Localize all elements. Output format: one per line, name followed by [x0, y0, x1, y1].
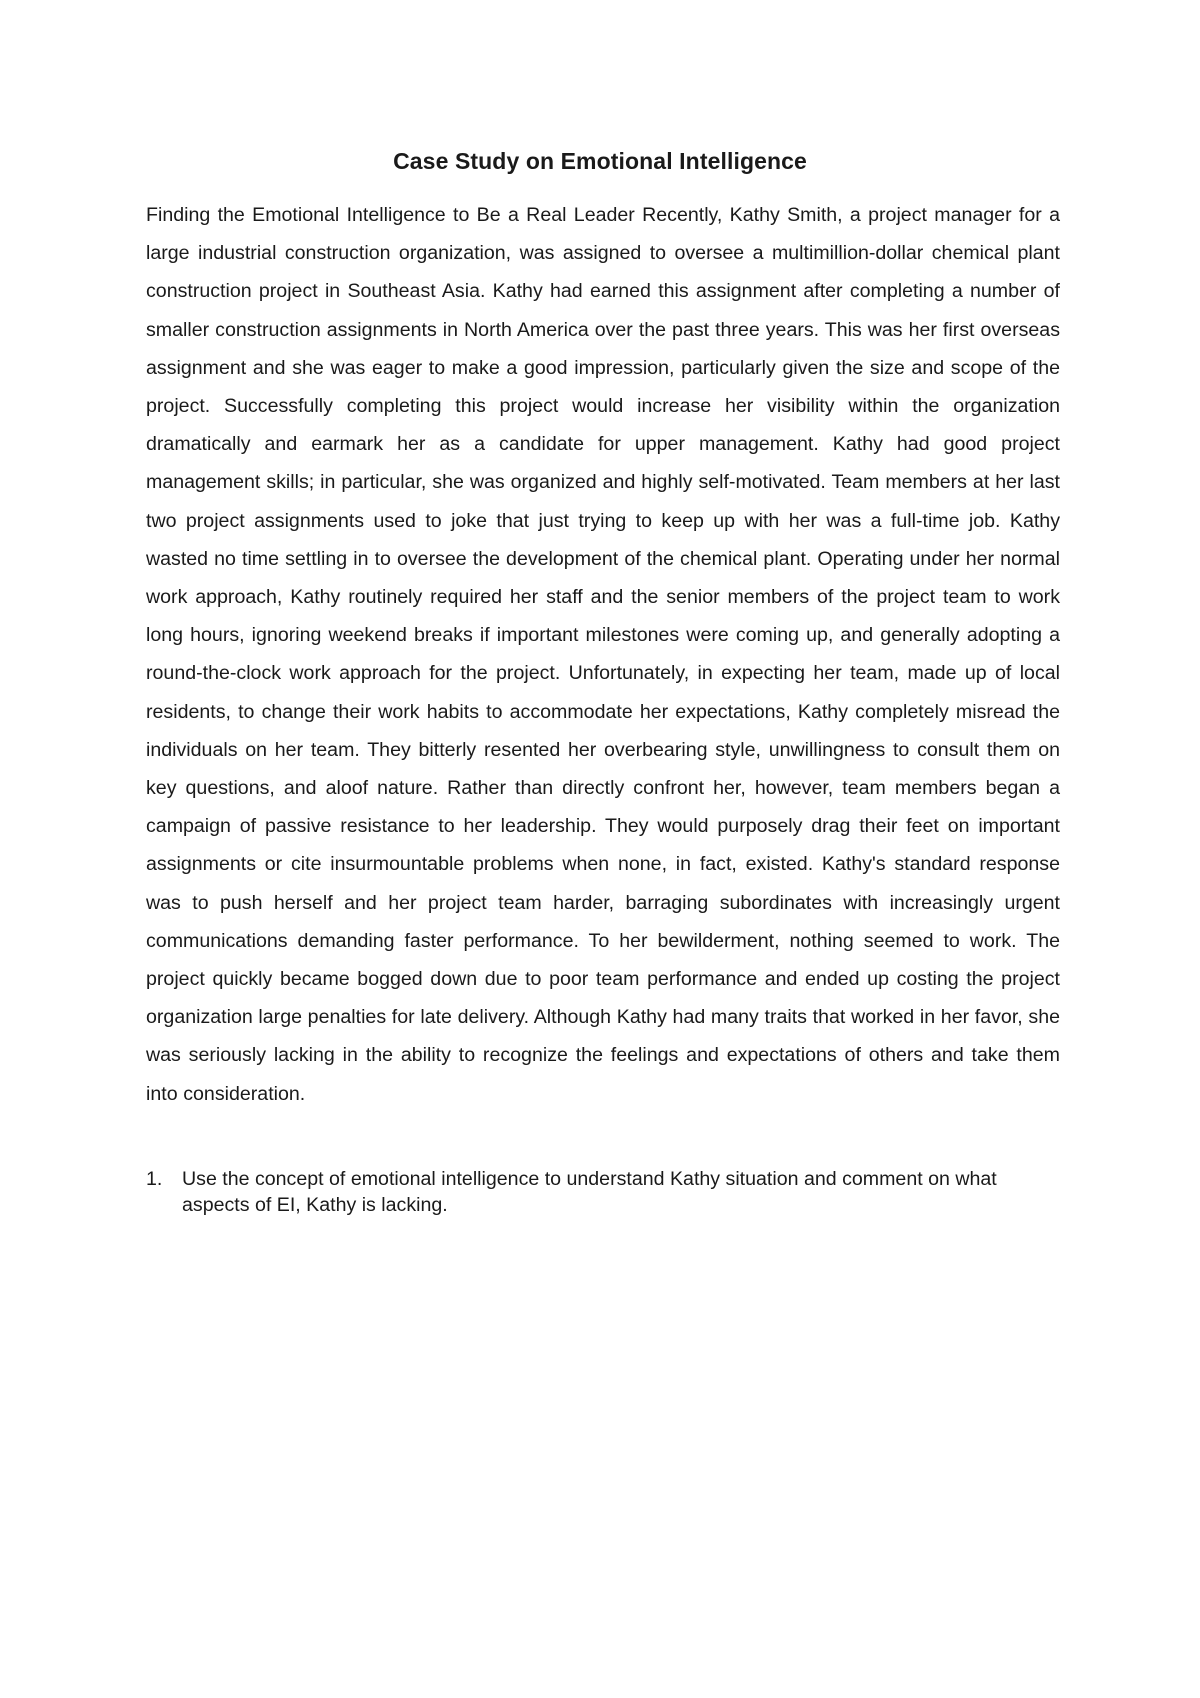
- question-text: Use the concept of emotional intelligence to understand Kathy situation and comment on what aspects of EI, Kathy is lacking.: [182, 1168, 997, 1216]
- question-list: [146, 1166, 1060, 1218]
- question-number: 1.: [146, 1168, 163, 1190]
- document-title: Case Study on Emotional Intelligence: [393, 148, 807, 174]
- question-item: [146, 1166, 1060, 1218]
- case-study-paragraph: Finding the Emotional Intelligence to Be a Real Leader Recently, Kathy Smith, a project manager for a large industrial construction organization, was assigned to oversee a multimillion-dollar chemical plant construction project in Southeast Asia. Kathy had earned this assignment after completing a number of smaller construction assignments in North America over the past three years. This was her first overseas assignment and she was eager to make a good impression, particularly given the size and scope of the project. Successfully completing this project would increase her visibility within the organization dramatically and earmark her as a candidate for upper management. Kathy had good project management skills; in particular, she was organized and highly self-motivated. Team members at her last two project assignments used to joke that just trying to keep up with her was a full-time job. Kathy wasted no time settling in to oversee the development of the chemical plant. Operating under her normal work approach, Kathy routinely required her staff and the senior members of the project team to work long hours, ignoring weekend breaks if important milestones were coming up, and generally adopting a round-the-clock work approach for the project. Unfortunately, in expecting her team, made up of local residents, to change their work habits to accommodate her expectations, Kathy completely misread the individuals on her team. They bitterly resented her overbearing style, unwillingness to consult them on key questions, and aloof nature. Rather than directly confront her, however, team members began a campaign of passive resistance to her leadership. They would purposely drag their feet on important assignments or cite insurmountable problems when none, in fact, existed. Kathy's standard response was to push herself and her project team harder, barraging subordinates with increasingly urgent communications demanding faster performance. To her bewilderment, nothing seemed to work. The project quickly became bogged down due to poor team performance and ended up costing the project organization large penalties for late delivery. Although Kathy had many traits that worked in her favor, she was seriously lacking in the ability to recognize the feelings and expectations of others and take them into consideration.: [146, 204, 1060, 1105]
